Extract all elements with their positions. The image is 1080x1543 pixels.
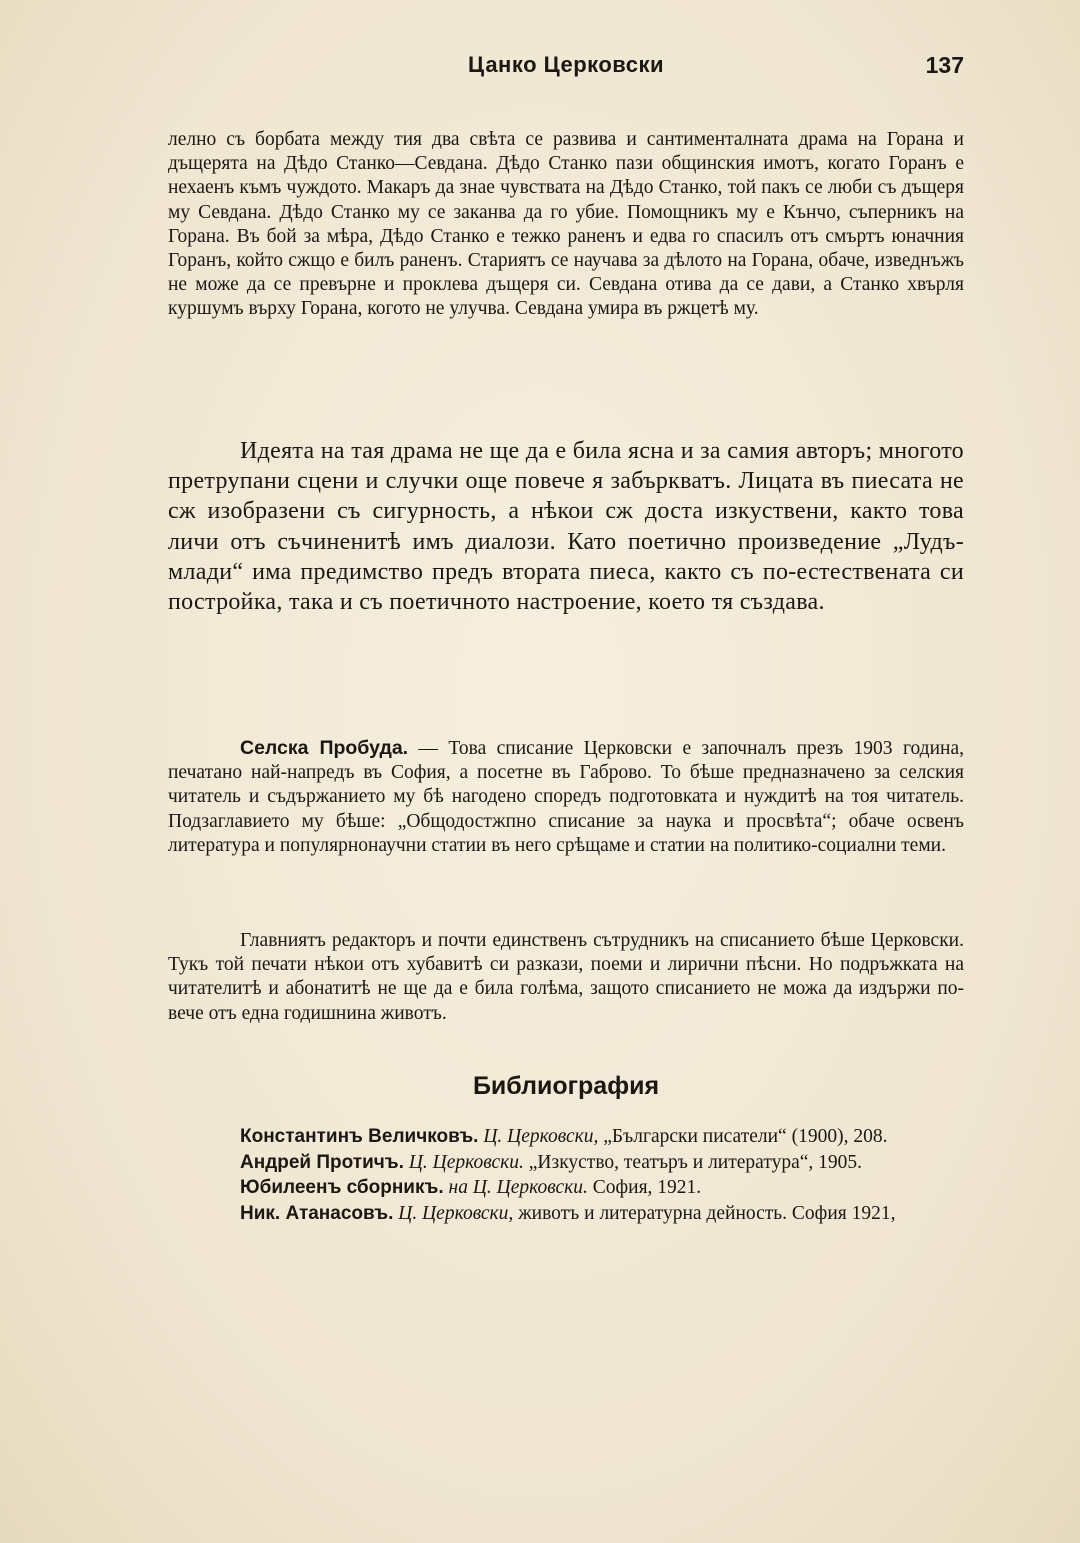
running-title: Цанко Церковски <box>467 52 665 77</box>
bib-author: Ник. Атанасовъ. <box>240 1202 394 1224</box>
bib-source: „Български писатели“ (1900), 208. <box>598 1126 888 1147</box>
paragraph-selska-probuda-text: — Това списание Церковски е започналъ презъ 1903 година, печатано най-напредъ въ София, а посетне въ Габрово. То бѣше предназначено за селския читатель и съдържанието му бѣ нагодено споредъ подготовката и нуждитѣ на тоя читатель. Подзаглавието му бѣше: „Общодостжпно списание за наука и просвѣта“; обаче освенъ литература и популярнонаучни статии въ него срѣщаме и статии на политико-социални теми. <box>168 738 964 856</box>
bib-source: „Изкуство, театъръ и литература“, 1905. <box>523 1151 863 1173</box>
paragraph-plot-summary: лелно съ борбата между тия два свѣта се развива и сантименталната драма на Горана и дъщерята на Дѣдо Станко—Севдана. Дѣдо Станко пази общинския имотъ, когато Горанъ е нехаенъ къмъ чуждото. Макаръ да знае чувствата на Дѣдо Станко, той пакъ се люби съ дъщеря му Севдана. Дѣдо Станко му се заканва да го убие. Помощникъ му е Кънчо, съперникъ на Горана. Въ бой за мѣра, Дѣдо Станко е тежко раненъ и едва го спасилъ отъ смъртъ юначния Горанъ, който сжщо е билъ раненъ. Стариятъ се научава за дѣлото на Горана, обаче, изведнъжъ не може да се превърне и проклева дъщеря си. Севдана отива да се дави, а Станко хвърля куршумъ върху Горана, когото не улучва. Севдана умира въ ржцетѣ му. <box>168 129 964 320</box>
paragraph-critique: Идеята на тая драма не ще да е била ясна и за самия авторъ; многото претрупани сцени и случки още повече я забъркватъ. Лицата въ пиесата не сж изобразени съ сигурность, а нѣкои сж доста изкуствени, както това личи отъ съчиненитѣ имъ диалози. Като поетично произведение „Лудъ-млади“ има предимство предъ втората пиеса, както съ по-естествената си постройка, така и съ поетичното настроение, което тя създава. <box>168 438 964 616</box>
bibliography-entry <box>168 1176 964 1200</box>
bib-title: Ц. Церковски, <box>393 1202 514 1224</box>
bib-source: животъ и литературна дейность. София 1921, <box>513 1202 896 1224</box>
bib-title: Ц. Церковски, <box>478 1126 599 1147</box>
bibliography-heading: Библиография <box>472 1072 660 1100</box>
bib-title: на Ц. Церковски. <box>443 1177 588 1198</box>
bib-author: Юбилеенъ сборникъ. <box>240 1177 444 1198</box>
paragraph-selska-probuda <box>168 736 964 858</box>
paragraph-lead-term: Селска Пробуда. <box>240 737 409 759</box>
bibliography-entry <box>168 1125 964 1149</box>
bibliography-list <box>168 1125 964 1227</box>
bib-title: Ц. Церковски. <box>403 1151 524 1173</box>
bibliography-entry <box>168 1151 964 1175</box>
bib-author: Андрей Протичъ. <box>240 1151 404 1173</box>
bib-author: Константинъ Величковъ. <box>240 1126 479 1147</box>
bib-source: София, 1921. <box>587 1177 702 1198</box>
paragraph-editor: Главниятъ редакторъ и почти единственъ сътрудникъ на списанието бѣше Церковски. Тукъ той печати нѣкои отъ хубавитѣ си разкази, поеми и лирични пѣсни. Но подръжката на читателитѣ и абонатитѣ не ще да е била голѣма, защото списанието не можа да издържи по-вече отъ една годишнина животъ. <box>168 930 964 1024</box>
bibliography-entry <box>168 1202 964 1226</box>
running-header <box>168 52 964 86</box>
page-number: 137 <box>925 52 964 78</box>
